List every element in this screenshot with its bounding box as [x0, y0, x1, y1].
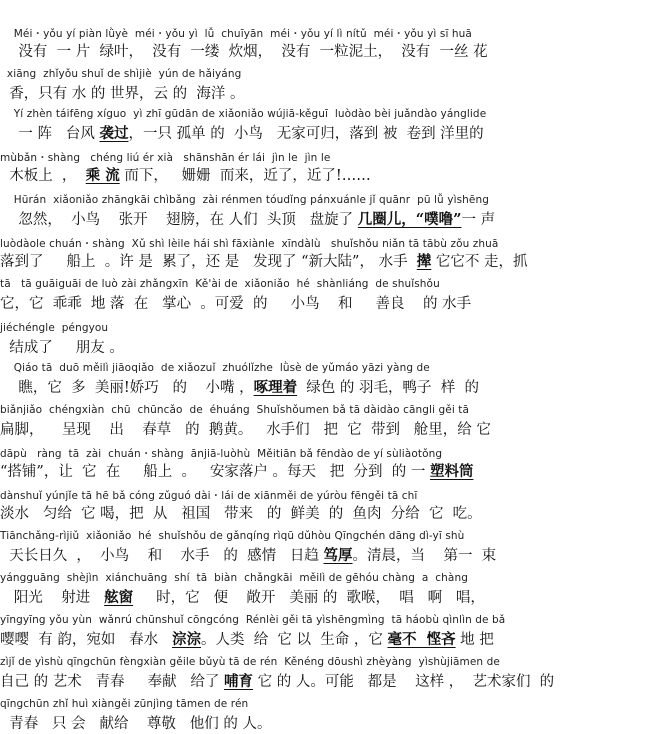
hanzi-line	[0, 376, 652, 397]
filled-answer: 笃厚	[323, 547, 353, 564]
hanzi-line	[0, 122, 652, 143]
hanzi-line	[0, 712, 652, 733]
hanzi-text: 时，它 便 敞开 美丽 的 歌喉， 唱 啊 唱，	[133, 590, 485, 606]
filled-answer: 毫不 悭吝	[387, 631, 456, 648]
hanzi-line	[0, 82, 652, 103]
filled-answer: 袭过	[99, 125, 129, 142]
hanzi-text: 它 的 人。可能 都是 这样 ， 艺术家们 的	[253, 674, 555, 690]
hanzi-line	[0, 164, 652, 185]
pinyin-line: qīngchūn zhǐ huì xiàngěi zūnjìng tāmen de rén	[0, 698, 249, 710]
pinyin-line: Hūrán xiǎoniǎo zhāngkāi chìbǎng zài rénmen tóudǐng pánxuánle jǐ quānr pū lǚ yìshēng	[0, 194, 489, 206]
hanzi-text: 。人类 给 它 以 生命 ，它	[200, 632, 388, 648]
pinyin-line: biǎnjiǎo chéngxiàn chū chūncǎo de éhuáng Shuǐshǒumen bǎ tā dàidào cāngli gěi tā	[0, 404, 470, 416]
hanzi-line	[0, 292, 652, 313]
hanzi-line	[0, 418, 652, 439]
pinyin-line: Qiáo tā duō měilì jiāoqiǎo de xiǎozuǐ zhuólǐzhe lǜsè de yǔmáo yāzi yàng de	[0, 362, 430, 374]
hanzi-line	[0, 502, 652, 523]
hanzi-text: 阳光 射进	[0, 590, 105, 606]
hanzi-text: 结成了 朋友 。	[0, 340, 124, 356]
hanzi-line	[0, 460, 652, 481]
pinyin-line: Tiānchǎng-rìjiǔ xiǎoniǎo hé shuǐshǒu de gǎnqíng rìqū dǔhòu Qīngchén dāng dì-yī shù	[0, 530, 465, 542]
hanzi-text: 瞧，它 多 美丽!娇巧 的 小嘴 ，	[0, 380, 254, 396]
hanzi-text: 它，它 乖乖 地 落 在 掌心 。可爱 的 小鸟 和 善良 的 水手	[0, 296, 472, 312]
hanzi-line	[0, 670, 652, 691]
pinyin-line: luòdàole chuán・shàng Xǔ shì lèile hái shì fāxiànle xīndàlù shuǐshǒu niǎn tā tābù zǒu zhuā	[0, 238, 499, 250]
pinyin-line: yīngyīng yǒu yùn wǎnrú chūnshuǐ cōngcóng Rénlèi gěi tā yìshēngmìng tā háobù qìnlìn de bǎ	[0, 614, 506, 626]
hanzi-text: 绿色 的 羽毛，鸭子 样 的	[297, 380, 479, 396]
hanzi-line	[0, 586, 652, 607]
pinyin-line: dāpù ràng tā zài chuán・shàng ānjiā-luòhù Měitiān bǎ fēndào de yí sùliàotǒng	[0, 448, 443, 460]
pinyin-line: mùbǎn・shàng chéng liú ér xià shānshān ér lái jìn le jìn le	[0, 152, 331, 164]
pinyin-line: zìjǐ de yìshù qīngchūn fèngxiàn gěile bǔyù tā de rén Kěnéng dōushì zhèyàng yìshùjiāmen de	[0, 656, 500, 668]
hanzi-text: 一 声	[461, 212, 496, 228]
filled-answer: 哺育	[224, 673, 254, 690]
hanzi-text: 天长日久 ， 小鸟 和 水手 的 感情 日趋	[0, 548, 324, 564]
hanzi-text: 青春 只 会 献给 尊敬 他们 的 人。	[0, 716, 272, 732]
hanzi-text: 。清晨，当 第一 束	[352, 548, 497, 564]
hanzi-text: 香，只有 水 的 世界，云 的 海洋 。	[0, 86, 245, 102]
hanzi-text: 而下， 姗姗 而来，近了，近了!……	[119, 168, 371, 184]
filled-answer: 淙淙	[171, 631, 201, 648]
hanzi-line	[0, 40, 652, 61]
hanzi-text: 没有 一 片 绿叶， 没有 一缕 炊烟， 没有 一粒泥土， 没有 一丝 花	[0, 44, 488, 60]
hanzi-text: 木板上 ，	[0, 168, 86, 184]
hanzi-text: 落到了 船上 。许 是 累了，还 是 发现了 “新大陆”， 水手	[0, 254, 417, 270]
hanzi-line	[0, 336, 652, 357]
pinyin-line: jiéchéngle péngyou	[0, 322, 109, 334]
filled-answer: 啄理着	[253, 379, 298, 396]
hanzi-line	[0, 628, 652, 649]
pinyin-line: tā tā guāiguāi de luò zài zhǎngxīn Kě'ài de xiǎoniǎo hé shànliáng de shuǐshǒu	[0, 278, 440, 290]
hanzi-text: 一 阵 台风	[0, 126, 100, 142]
filled-answer: 乘 流	[85, 167, 120, 184]
pinyin-line: Méi・yǒu yí piàn lǜyè méi・yǒu yì lǚ chuīyān méi・yǒu yí lì nítǔ méi・yǒu yì sī huā	[0, 28, 472, 40]
hanzi-text: 扁脚， 呈现 出 春草 的 鹅黄。 水手们 把 它 带到 舱里，给 它	[0, 422, 491, 438]
hanzi-line	[0, 250, 652, 271]
hanzi-text: 自己 的 艺术 青春 奉献 给了	[0, 674, 225, 690]
hanzi-text: 嘤嘤 有 韵，宛如 春水	[0, 632, 172, 648]
hanzi-text: 忽然， 小鸟 张开 翅膀，在 人们 头顶 盘旋了	[0, 212, 358, 228]
pinyin-line: yángguāng shèjìn xiánchuāng shí tā biàn chǎngkāi měilì de gēhóu chàng a chàng	[0, 572, 468, 584]
filled-answer: 几圈儿，“噗噜”	[357, 211, 462, 228]
filled-answer: 舷窗	[104, 589, 134, 606]
hanzi-line	[0, 208, 652, 229]
pinyin-line: dànshuǐ yúnjǐe tā hē bǎ cóng zǔguó dài・lái de xiānměi de yúròu fēngěi tā chī	[0, 490, 418, 502]
filled-answer: 塑料筒	[429, 463, 474, 480]
hanzi-text: ，一只 孤单 的 小鸟 无家可归，落到 被 卷到 洋里的	[128, 126, 484, 142]
hanzi-line	[0, 544, 652, 565]
hanzi-text: “搭铺”，让 它 在 船上 。 安家落户 。每天 把 分到 的 一	[0, 464, 430, 480]
hanzi-text: 地 把	[455, 632, 494, 648]
filled-answer: 撵	[416, 253, 432, 270]
pinyin-line: Yí zhèn táifēng xíguo yì zhī gūdān de xiǎoniǎo wújiā-kěguī luòdào bèi juǎndào yánglide	[0, 108, 487, 120]
hanzi-text: 淡水 匀给 它 喝，把 从 祖国 带来 的 鲜美 的 鱼肉 分给 它 吃。	[0, 506, 482, 522]
pinyin-line: xiāng zhǐyǒu shuǐ de shìjiè yún de hǎiyáng	[0, 68, 242, 80]
hanzi-text: 它它不 走，抓	[431, 254, 528, 270]
